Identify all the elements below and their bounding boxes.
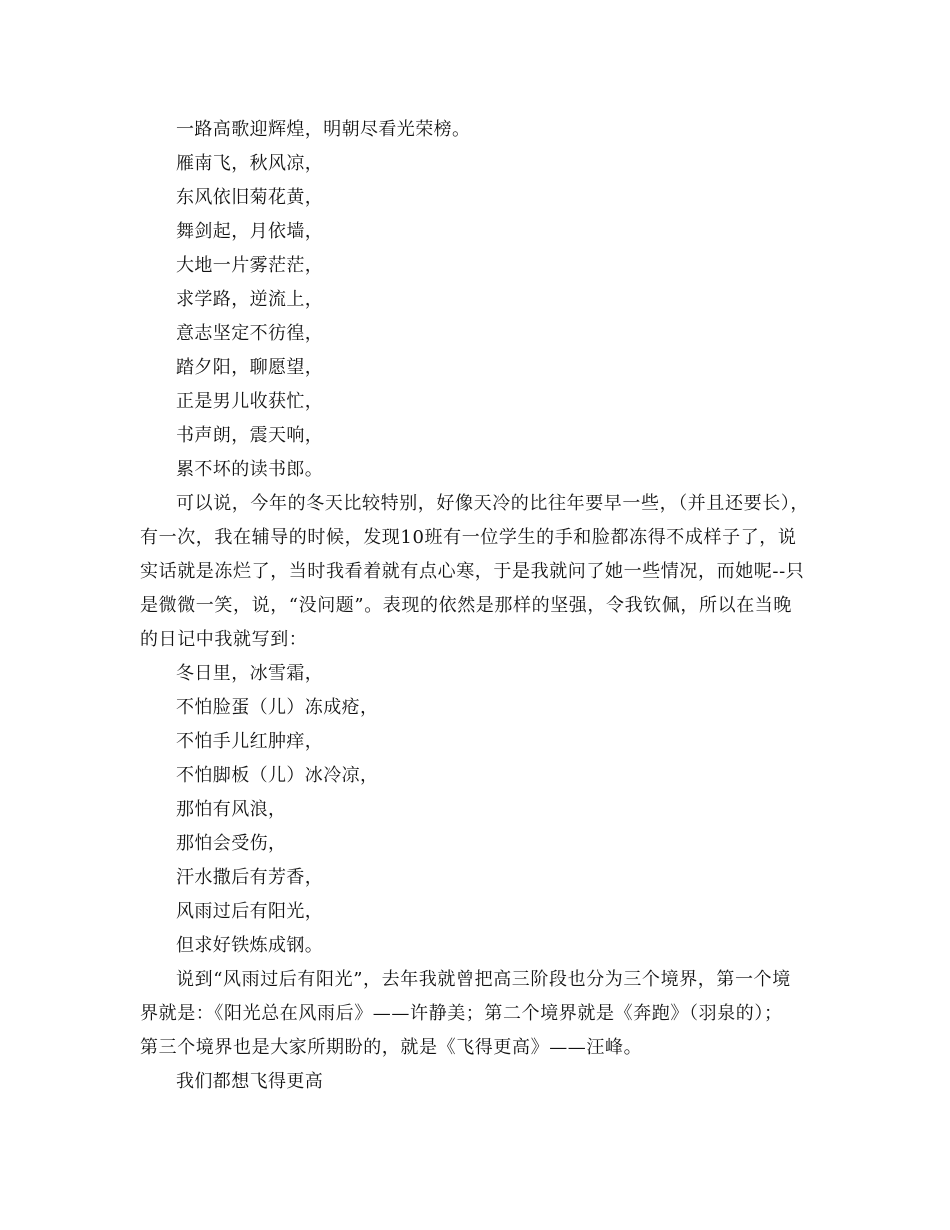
paragraph-line: 说到“风雨过后有阳光”，去年我就曾把高三阶段也分为三个境界，第一个境 — [176, 969, 791, 990]
poem-line: 正是男儿收获忙， — [176, 391, 324, 412]
poem-line: 东风依旧菊花黄， — [176, 187, 324, 208]
poem-line: 意志坚定不彷徨， — [176, 323, 324, 344]
poem-line: 一路高歌迎辉煌，明朝尽看光荣榜。 — [176, 119, 471, 140]
poem-block-2 — [140, 657, 820, 963]
paragraph-1 — [140, 487, 820, 657]
poem-line: 汗水撒后有芳香， — [176, 867, 324, 888]
poem-line: 书声朗，震天响， — [176, 425, 324, 446]
poem-line: 累不坏的读书郎。 — [176, 459, 324, 480]
poem-block-1 — [140, 113, 820, 487]
paragraph-line: 是微微一笑，说，“没问题”。表现的依然是那样的坚强，令我钦佩，所以在当晚 — [140, 595, 793, 616]
poem-line: 舞剑起，月依墙， — [176, 221, 324, 242]
paragraph-line: 可以说，今年的冬天比较特别，好像天冷的比往年要早一些，（并且还要长）， — [176, 493, 809, 514]
poem-line: 踏夕阳，聊愿望， — [176, 357, 324, 378]
poem-line: 不怕脚板（儿）冰冷凉， — [176, 765, 379, 786]
paragraph-line: 有一次，我在辅导的时候，发现10班有一位学生的手和脸都冻得不成样子了，说 — [140, 527, 797, 548]
poem-line: 冬日里，冰雪霜， — [176, 663, 324, 684]
paragraph-line: 实话就是冻烂了，当时我看着就有点心寒，于是我就问了她一些情况，而她呢--只 — [140, 561, 805, 582]
poem-line: 雁南飞，秋风凉， — [176, 153, 324, 174]
poem-line: 不怕手儿红肿痒， — [176, 731, 324, 752]
poem-line: 风雨过后有阳光， — [176, 901, 324, 922]
poem-line: 不怕脸蛋（儿）冻成疮， — [176, 697, 379, 718]
poem-line: 那怕有风浪， — [176, 799, 287, 820]
poem-line: 那怕会受伤， — [176, 833, 287, 854]
poem-line: 求学路，逆流上， — [176, 289, 324, 310]
document-page — [140, 113, 820, 1099]
poem-line: 大地一片雾茫茫， — [176, 255, 324, 276]
paragraph-line: 界就是：《阳光总在风雨后》——许静美；第二个境界就是《奔跑》（羽泉的）； — [140, 1003, 783, 1024]
poem-line: 但求好铁炼成钢。 — [176, 935, 324, 956]
paragraph-line: 的日记中我就写到： — [140, 629, 308, 650]
paragraph-line: 第三个境界也是大家所期盼的，就是《飞得更高》——汪峰。 — [140, 1037, 643, 1058]
paragraph-2 — [140, 963, 820, 1065]
final-line: 我们都想飞得更高 — [176, 1071, 324, 1092]
